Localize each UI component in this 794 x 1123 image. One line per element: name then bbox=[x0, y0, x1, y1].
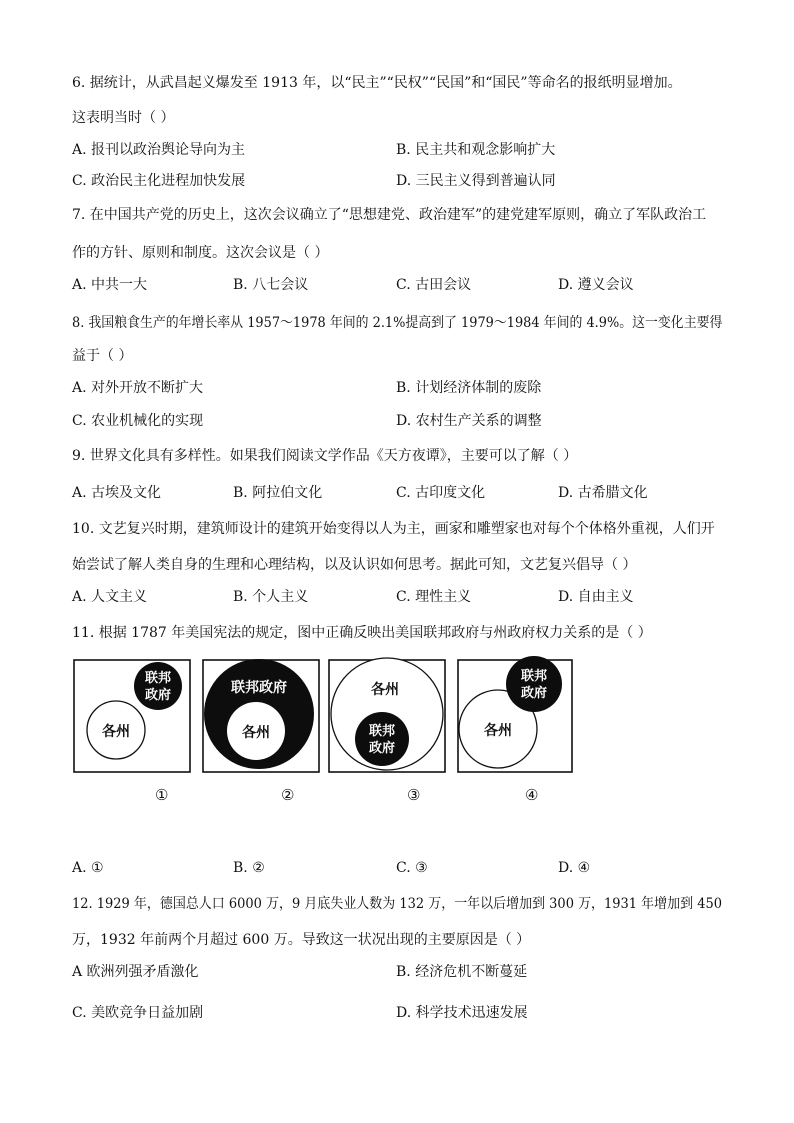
diagram-3-federal-label-1: 联邦 bbox=[368, 724, 396, 739]
q6-option-b[interactable]: B. 民主共和观念影响扩大 bbox=[396, 142, 556, 158]
q11-diagram-2 bbox=[203, 659, 319, 772]
q10-stem-line1: 10. 文艺复兴时期，建筑师设计的建筑开始变得以人为主，画家和雕塑家也对每个个体格外重视，人们开 bbox=[72, 521, 715, 537]
q8-stem-line2: 益于（ ） bbox=[72, 348, 133, 364]
diagram-4-federal-label-1: 联邦 bbox=[520, 669, 548, 684]
q11-option-a[interactable]: A. ① bbox=[72, 860, 104, 876]
q8-option-a[interactable]: A. 对外开放不断扩大 bbox=[72, 380, 204, 396]
diagram-1-states-label: 各州 bbox=[102, 724, 130, 740]
q11-option-b[interactable]: B. ② bbox=[233, 860, 265, 876]
q11-stem-line1: 11. 根据 1787 年美国宪法的规定，图中正确反映出美国联邦政府与州政府权力关系的是（ ） bbox=[72, 625, 652, 641]
q9-option-a[interactable]: A. 古埃及文化 bbox=[72, 485, 162, 501]
diagram-3-states-label: 各州 bbox=[371, 682, 399, 698]
q6-option-a[interactable]: A. 报刊以政治舆论导向为主 bbox=[72, 142, 246, 158]
q10-option-c[interactable]: C. 理性主义 bbox=[396, 589, 472, 605]
q11-diagram-1 bbox=[74, 660, 190, 772]
q7-option-a[interactable]: A. 中共一大 bbox=[72, 277, 148, 293]
q8-stem-line1: 8. 我国粮食生产的年增长率从 1957～1978 年间的 2.1%提高到了 1979～1984 年间的 4.9%。这一变化主要得 bbox=[72, 315, 723, 331]
q6-stem-line2: 这表明当时（ ） bbox=[72, 110, 175, 126]
q11-option-c[interactable]: C. ③ bbox=[396, 860, 428, 876]
diagram-2-federal-label: 联邦政府 bbox=[231, 680, 287, 696]
diagram-3-number: ③ bbox=[407, 786, 421, 804]
diagram-1-number: ① bbox=[155, 786, 169, 804]
diagram-2-states-label: 各州 bbox=[242, 725, 270, 741]
q12-stem-line2: 万，1932 年前两个月超过 600 万。导致这一状况出现的主要原因是（ ） bbox=[72, 932, 531, 948]
q9-option-d[interactable]: D. 古希腊文化 bbox=[558, 485, 648, 501]
q7-stem-line2: 作的方针、原则和制度。这次会议是（ ） bbox=[72, 245, 329, 261]
q12-stem-line1: 12. 1929 年，德国总人口 6000 万，9 月底失业人数为 132 万，一年以后增加到 300 万，1931 年增加到 450 bbox=[72, 896, 723, 912]
q6-option-c[interactable]: C. 政治民主化进程加快发展 bbox=[72, 173, 246, 189]
q12-option-c[interactable]: C. 美欧竞争日益加剧 bbox=[72, 1005, 204, 1021]
diagram-4-states-label: 各州 bbox=[484, 723, 512, 739]
diagram-4-federal-label-2: 政府 bbox=[520, 686, 548, 701]
q8-option-d[interactable]: D. 农村生产关系的调整 bbox=[396, 413, 542, 429]
q7-option-b[interactable]: B. 八七会议 bbox=[233, 277, 309, 293]
q8-option-b[interactable]: B. 计划经济体制的废除 bbox=[396, 380, 542, 396]
q9-option-c[interactable]: C. 古印度文化 bbox=[396, 485, 486, 501]
q11-diagram-3 bbox=[329, 658, 445, 772]
diagram-3-federal-label-2: 政府 bbox=[368, 741, 396, 756]
q12-option-a[interactable]: A 欧洲列强矛盾激化 bbox=[72, 964, 199, 980]
q11-diagram-4 bbox=[458, 656, 572, 772]
q11-option-d[interactable]: D. ④ bbox=[558, 860, 591, 876]
diagram-3-federal-circle bbox=[355, 712, 409, 766]
diagram-4-number: ④ bbox=[525, 786, 539, 804]
q10-stem-line2: 始尝试了解人类自身的生理和心理结构，以及认识如何思考。据此可知，文艺复兴倡导（ ） bbox=[72, 557, 637, 573]
q10-option-b[interactable]: B. 个人主义 bbox=[233, 589, 309, 605]
q10-option-d[interactable]: D. 自由主义 bbox=[558, 589, 634, 605]
q7-stem-line1: 7. 在中国共产党的历史上，这次会议确立了“思想建党、政治建军”的建党建军原则，确立了军队政治工 bbox=[72, 207, 707, 223]
q12-option-b[interactable]: B. 经济危机不断蔓延 bbox=[396, 964, 528, 980]
q7-option-d[interactable]: D. 遵义会议 bbox=[558, 277, 634, 293]
diagram-1-federal-label-1: 联邦 bbox=[144, 671, 172, 686]
diagram-2-number: ② bbox=[281, 786, 295, 804]
q7-option-c[interactable]: C. 古田会议 bbox=[396, 277, 472, 293]
q9-stem-line1: 9. 世界文化具有多样性。如果我们阅读文学作品《天方夜谭》，主要可以了解（ ） bbox=[72, 448, 578, 464]
q12-option-d[interactable]: D. 科学技术迅速发展 bbox=[396, 1005, 528, 1021]
q8-option-c[interactable]: C. 农业机械化的实现 bbox=[72, 413, 204, 429]
q9-option-b[interactable]: B. 阿拉伯文化 bbox=[233, 485, 323, 501]
diagram-4-federal-circle bbox=[506, 656, 562, 712]
diagram-1-federal-label-2: 政府 bbox=[144, 688, 172, 703]
q6-stem-line1: 6. 据统计，从武昌起义爆发至 1913 年，以“民主”“民权”“民国”和“国民”等命名的报纸明显增加。 bbox=[72, 75, 682, 91]
q6-option-d[interactable]: D. 三民主义得到普遍认同 bbox=[396, 173, 556, 189]
q10-option-a[interactable]: A. 人文主义 bbox=[72, 589, 148, 605]
